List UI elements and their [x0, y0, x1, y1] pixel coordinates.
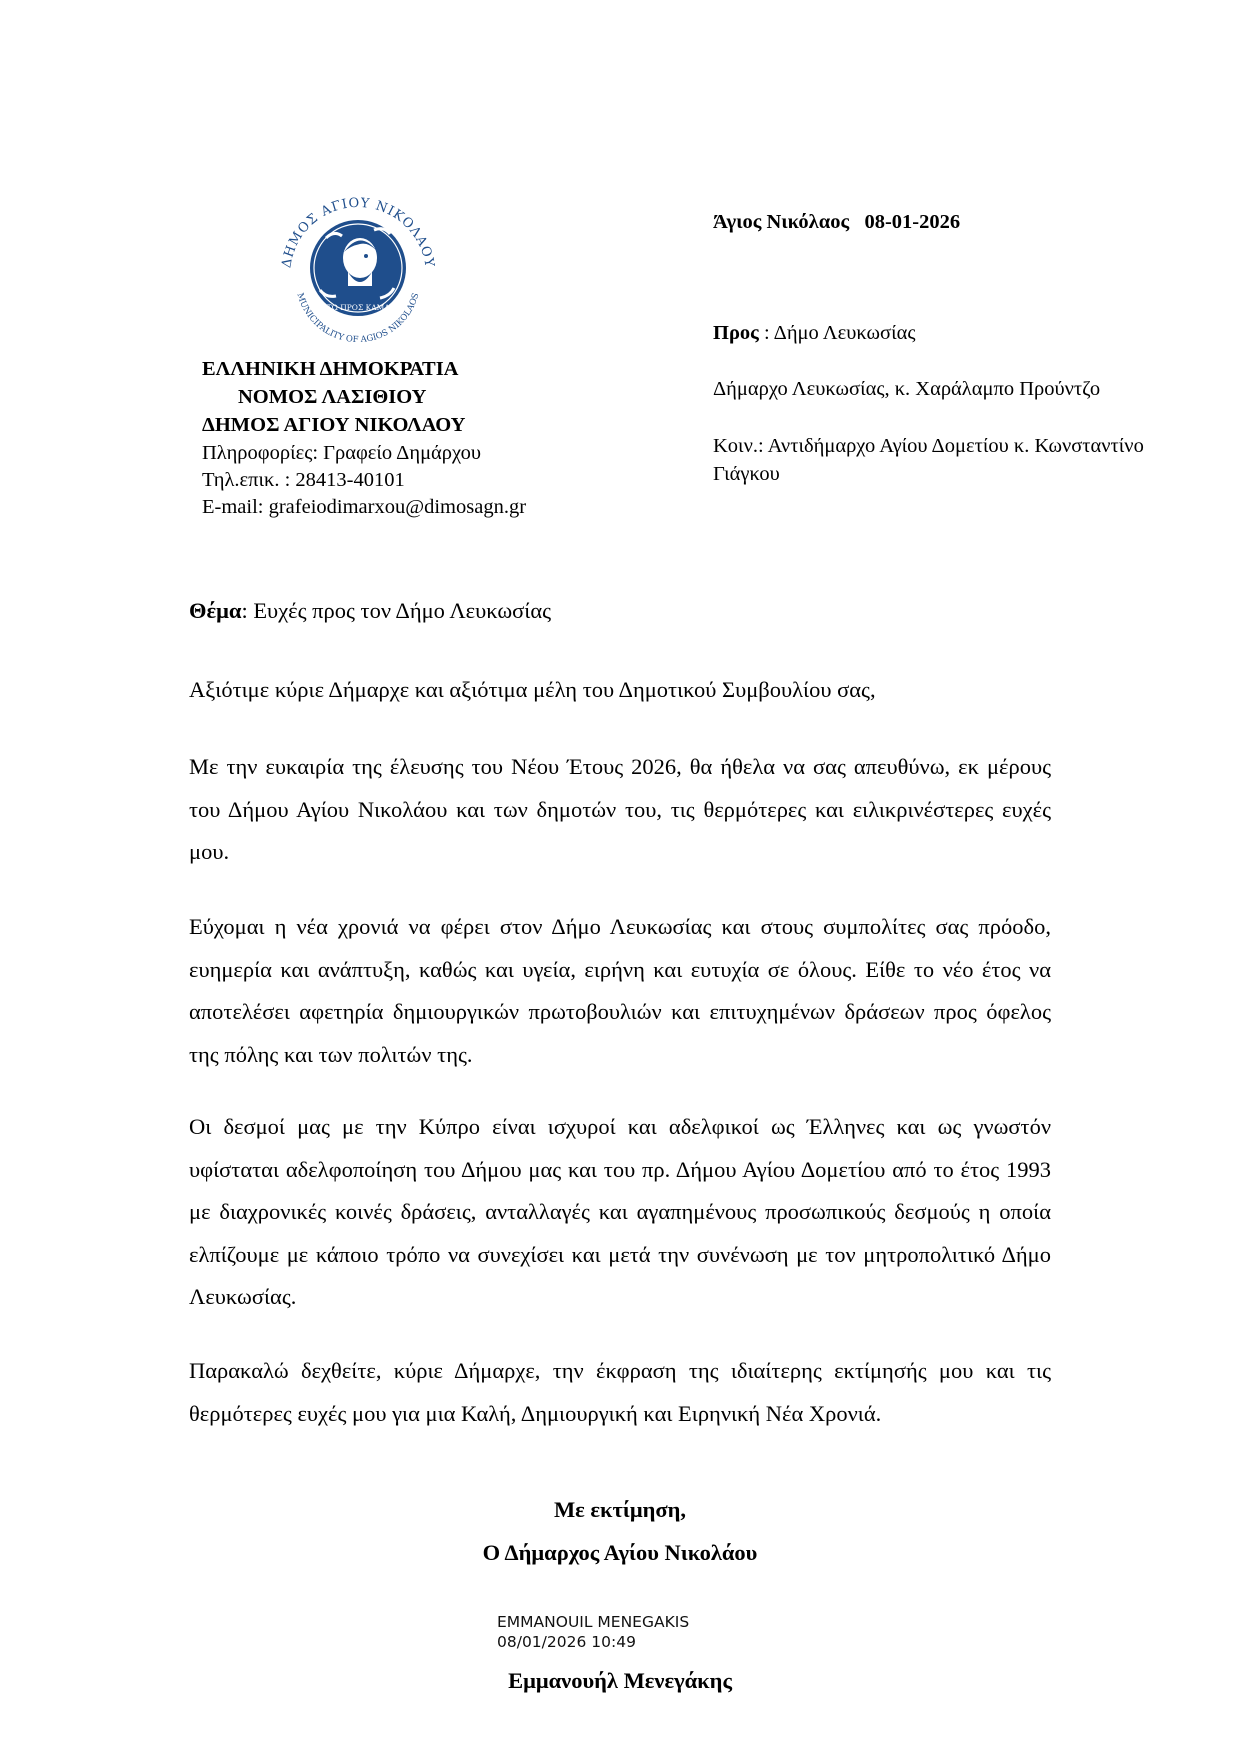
- svg-text:ΛΑΤΩ ΠΡΟΣ ΚΑΜΑΡΑ: ΛΑΤΩ ΠΡΟΣ ΚΑΜΑΡΑ: [315, 303, 401, 312]
- signature-datetime: 08/01/2026 10:49: [497, 1633, 636, 1651]
- digital-signature-stamp: [497, 1612, 689, 1652]
- signature-name: EMMANOUIL MENEGAKIS: [497, 1613, 690, 1631]
- closing-salutation: Με εκτίμηση,: [553, 1497, 687, 1522]
- paragraph-3: Οι δεσμοί μας με την Κύπρο είναι ισχυροί και αδελφικοί ως Έλληνες και ως γνωστόν υφίσταται αδελφοποίηση του Δήμου μας και του πρ. Δήμου Αγίου Δομετίου από το έτος 1993 με διαχρονικές κοινές δράσεις, ανταλλαγές και αγαπημένους προσωπικούς δεσμούς η οποία ελπίζουμε με κάποιο τρόπο να συνεχίσει και μετά την συνένωση με τον μητροπολιτικό Δήμο Λευκωσίας.: [189, 1114, 1051, 1309]
- header-municipality: ΔΗΜΟΣ ΑΓΙΟΥ ΝΙΚΟΛΑΟΥ: [202, 414, 466, 436]
- cc-line: Κοιν.: Αντιδήμαρχο Αγίου Δομετίου κ. Κωνσταντίνο Γιάγκου: [713, 435, 1144, 485]
- svg-text:ΔΗΜΟΣ ΑΓΙΟΥ ΝΙΚΟΛΑΟΥ: ΔΗΜΟΣ ΑΓΙΟΥ ΝΙΚΟΛΑΟΥ: [279, 195, 437, 270]
- subject-line: [189, 598, 551, 624]
- subject-label: Θέμα: [189, 598, 242, 623]
- header-prefecture: ΝΟΜΟΣ ΛΑΣΙΘΙΟΥ: [238, 386, 427, 408]
- addressee-line: Δήμαρχο Λευκωσίας, κ. Χαράλαμπο Προύντζο: [713, 378, 1101, 400]
- signer-name: Εμμανουήλ Μενεγάκης: [508, 1668, 732, 1693]
- greeting: Αξιότιμε κύριε Δήμαρχε και αξιότιμα μέλη του Δημοτικού Συμβουλίου σας,: [189, 677, 876, 702]
- recipient-label: Προς: [713, 322, 759, 344]
- info-line: Πληροφορίες: Γραφείο Δημάρχου: [202, 442, 482, 464]
- municipality-logo: [268, 180, 448, 350]
- phone-line: Τηλ.επικ. : 28413-40101: [202, 469, 405, 491]
- email-line: E-mail: grafeiodimarxou@dimosagn.gr: [202, 496, 527, 518]
- municipal-seal-icon: [268, 180, 448, 350]
- recipient-line: [713, 322, 915, 345]
- closing-title: Ο Δήμαρχος Αγίου Νικολάου: [482, 1540, 758, 1565]
- paragraph-2: Εύχομαι η νέα χρονιά να φέρει στον Δήμο Λευκωσίας και στους συμπολίτες σας πρόοδο, ευημερία και ανάπτυξη, καθώς και υγεία, ειρήνη και ευτυχία σε όλους. Είθε το νέο έτος να αποτελέσει αφετηρία δημιουργικών πρωτοβουλιών και επιτυχημένων δράσεων προς όφελος της πόλης και των πολιτών της.: [189, 914, 1051, 1067]
- date-line: Άγιος Νικόλαος 08-01-2026: [713, 211, 961, 233]
- subject-value: : Ευχές προς τον Δήμο Λευκωσίας: [241, 598, 552, 623]
- contact-block: [202, 440, 526, 521]
- svg-text:MUNICIPALITY OF AGIOS NIKOLAOS: MUNICIPALITY OF AGIOS NIKOLAOS: [294, 291, 422, 346]
- header-country: ΕΛΛΗΝΙΚΗ ΔΗΜΟΚΡΑΤΙΑ: [202, 358, 459, 380]
- paragraph-4: Παρακαλώ δεχθείτε, κύριε Δήμαρχε, την έκφραση της ιδιαίτερης εκτίμησής μου και τις θερμότερες ευχές μου για μια Καλή, Δημιουργική και Ειρηνική Νέα Χρονιά.: [189, 1358, 1051, 1426]
- paragraph-1: Με την ευκαιρία της έλευσης του Νέου Έτους 2026, θα ήθελα να σας απευθύνω, εκ μέρους του Δήμου Αγίου Νικολάου και των δημοτών του, τις θερμότερες και ειλικρινέστερες ευχές μου.: [189, 754, 1051, 864]
- recipient-value: : Δήμο Λευκωσίας: [758, 322, 916, 344]
